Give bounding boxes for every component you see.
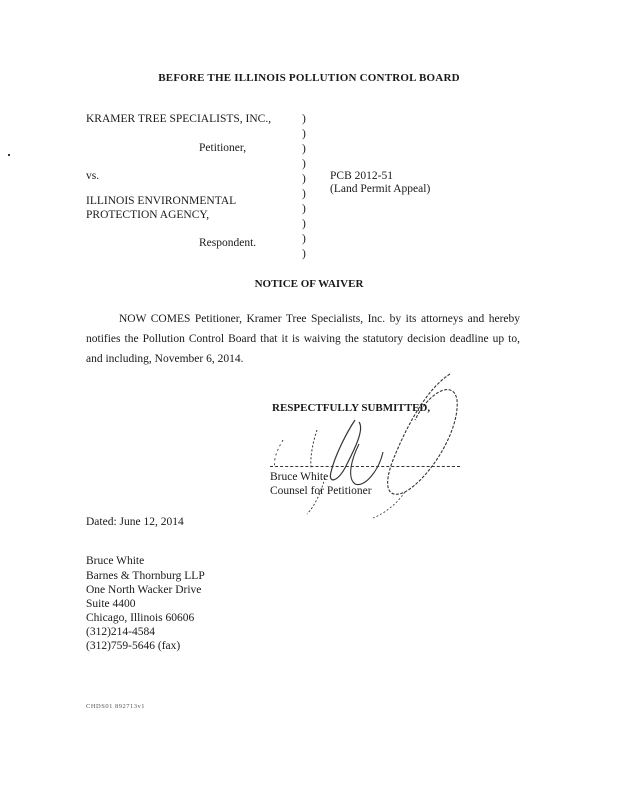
petitioner-name: KRAMER TREE SPECIALISTS, INC., xyxy=(86,113,272,125)
petitioner-role: Petitioner, xyxy=(199,142,247,154)
address-firm: Barnes & Thornburg LLP xyxy=(86,570,205,582)
versus-label: vs. xyxy=(86,170,100,182)
signer-title: Counsel for Petitioner xyxy=(270,485,372,497)
case-type: (Land Permit Appeal) xyxy=(330,183,431,195)
address-fax: (312)759-5646 (fax) xyxy=(86,640,181,652)
notice-title: NOTICE OF WAIVER xyxy=(254,278,364,290)
case-number: PCB 2012-51 xyxy=(330,170,393,182)
address-street: One North Wacker Drive xyxy=(86,584,202,596)
address-name: Bruce White xyxy=(86,555,145,567)
closing-salutation: RESPECTFULLY SUBMITTED, xyxy=(272,402,431,414)
document-heading: BEFORE THE ILLINOIS POLLUTION CONTROL BOARD xyxy=(158,72,460,84)
signer-name: Bruce White xyxy=(270,471,329,483)
address-city: Chicago, Illinois 60606 xyxy=(86,612,195,624)
body-text: NOW COMES Petitioner, Kramer Tree Specialists, Inc. by its attorneys and hereby notifies the Pollution Control Board that it is waiving the statutory decision deadline up to, and including, November 6, 2014. xyxy=(86,313,520,365)
respondent-name-line2: PROTECTION AGENCY, xyxy=(86,209,210,221)
respondent-name-line1: ILLINOIS ENVIRONMENTAL xyxy=(86,195,237,207)
caption-parenthesis-column: ) ) ) ) ) ) ) ) ) ) xyxy=(302,113,306,260)
respondent-role: Respondent. xyxy=(199,237,257,249)
dated-line: Dated: June 12, 2014 xyxy=(86,516,184,528)
footer-document-code: CHDS01 892713v1 xyxy=(86,703,145,710)
scan-speck xyxy=(8,154,10,156)
address-phone: (312)214-4584 xyxy=(86,626,155,638)
address-suite: Suite 4400 xyxy=(86,598,136,610)
signature-line xyxy=(270,466,460,467)
